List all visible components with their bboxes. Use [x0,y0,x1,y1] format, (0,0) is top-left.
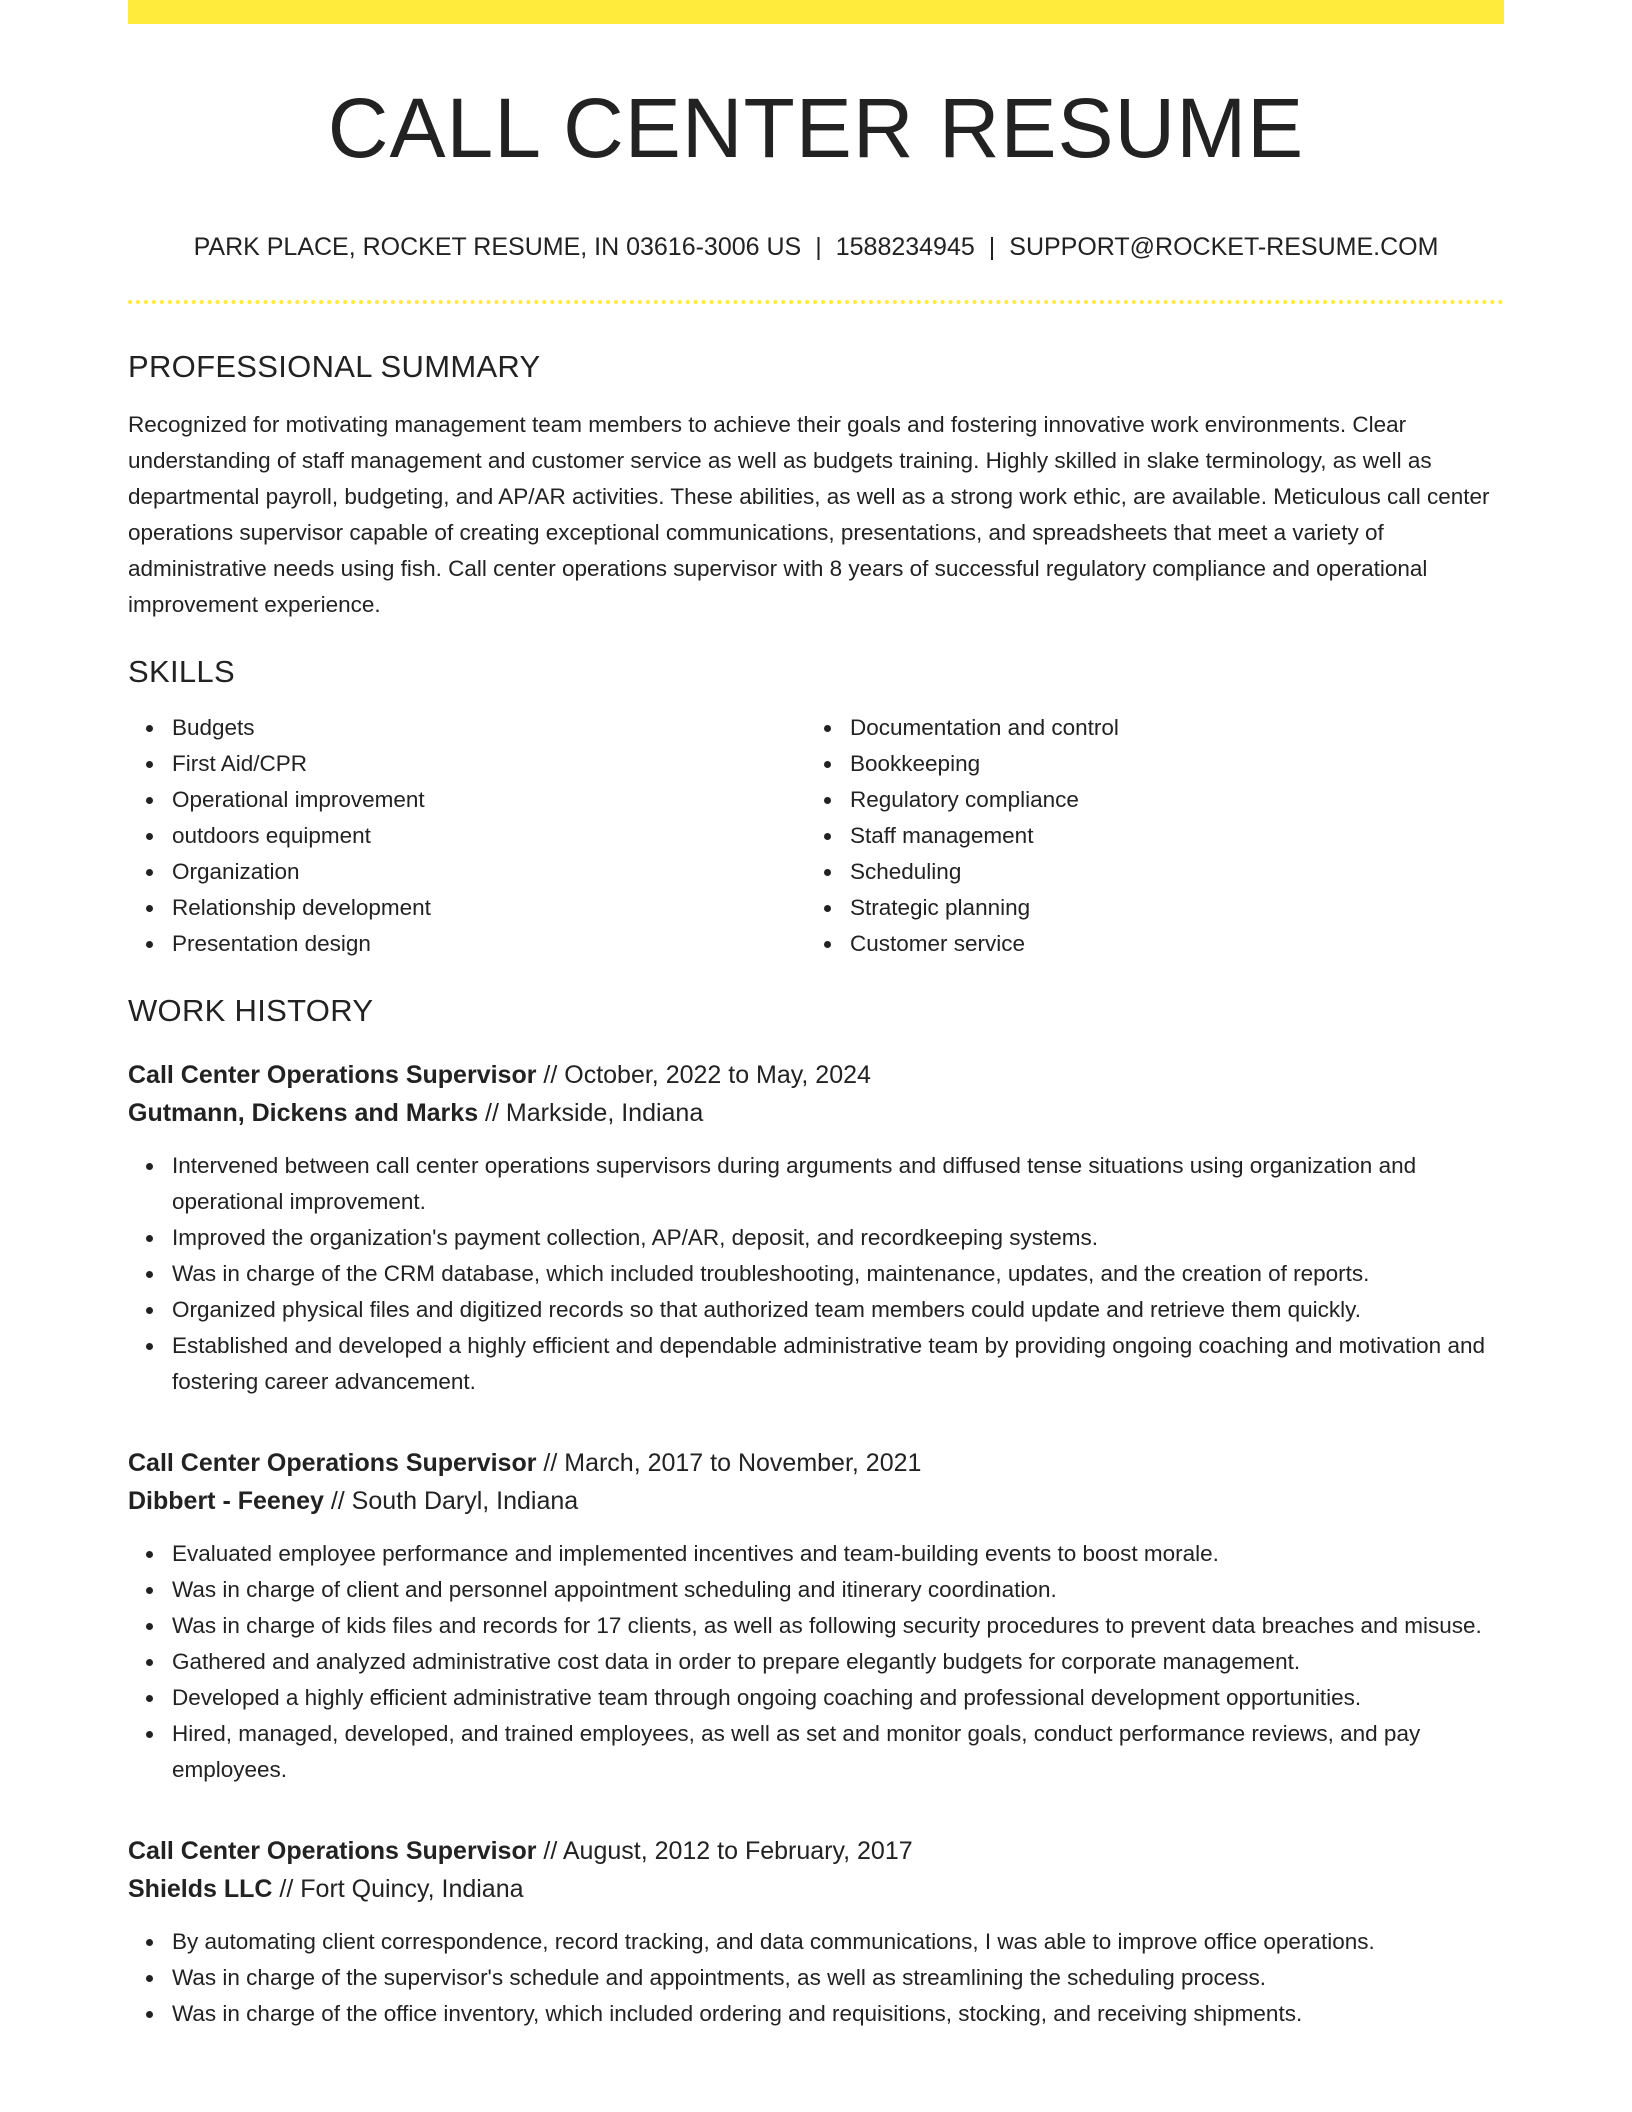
job-dates: March, 2017 to November, 2021 [564,1448,922,1477]
job-duty: Was in charge of client and personnel appointment scheduling and itinerary coordination. [128,1572,1504,1608]
contact-email: SUPPORT@ROCKET-RESUME.COM [1009,233,1439,261]
job-duties [128,1536,1504,1788]
job-company: Gutmann, Dickens and Marks [128,1098,479,1127]
job-role: Call Center Operations Supervisor [128,1836,537,1865]
job-company-line [128,1870,1504,1908]
skill-item: First Aid/CPR [128,746,806,782]
job-duty: Hired, managed, developed, and trained employees, as well as set and monitor goals, conduct performance reviews, and pay employees. [128,1716,1504,1788]
skill-item: Budgets [128,710,806,746]
summary-heading: PROFESSIONAL SUMMARY [128,349,541,384]
job-duty: Evaluated employee performance and implemented incentives and team-building events to boost morale. [128,1536,1504,1572]
job-duty: By automating client correspondence, record tracking, and data communications, I was able to improve office operations. [128,1924,1504,1960]
skill-item: Regulatory compliance [806,782,1484,818]
job-duty: Was in charge of kids files and records for 17 clients, as well as following security procedures to prevent data breaches and misuse. [128,1608,1504,1644]
job-entry [128,1056,1504,1400]
contact-phone: 1588234945 [835,233,975,261]
skill-item: Staff management [806,818,1484,854]
job-entry [128,1444,1504,1788]
resume-page [128,0,1504,2032]
job-company-line [128,1094,1504,1132]
job-duty: Was in charge of the CRM database, which included troubleshooting, maintenance, updates, and the creation of reports. [128,1256,1504,1292]
summary-text: Recognized for motivating management team members to achieve their goals and fostering innovative work environments. Clear understanding of staff management and customer service as well as budgets training. Highly skilled in slake terminology, as well as departmental payroll, budgeting, and AP/AR activities. These abilities, as well as a strong work ethic, are available. Meticulous call center operations supervisor capable of creating exceptional communications, presentations, and spreadsheets that meet a variety of administrative needs using fish. Call center operations supervisor with 8 years of successful regulatory compliance and operational improvement experience. [128,412,1490,618]
job-duty: Was in charge of the supervisor's schedule and appointments, as well as streamlining the scheduling process. [128,1960,1504,1996]
job-duty: Developed a highly efficient administrative team through ongoing coaching and professional development opportunities. [128,1680,1504,1716]
skills-column-left [128,710,806,962]
job-duty: Was in charge of the office inventory, which included ordering and requisitions, stocking, and receiving shipments. [128,1996,1504,2032]
contact-address: PARK PLACE, ROCKET RESUME, IN 03616-3006 US [193,233,802,261]
job-separator: // [536,1448,565,1477]
skill-item: Customer service [806,926,1484,962]
job-duties [128,1924,1504,2032]
job-company-line [128,1482,1504,1520]
job-duty: Intervened between call center operations supervisors during arguments and diffused tense situations using organization and operational improvement. [128,1148,1504,1220]
job-location: South Daryl, Indiana [351,1486,579,1515]
skill-item: Scheduling [806,854,1484,890]
job-title-line [128,1832,1504,1870]
dotted-divider [128,300,1504,304]
skill-item: Organization [128,854,806,890]
job-location: Fort Quincy, Indiana [300,1874,524,1903]
skill-item: Relationship development [128,890,806,926]
job-company: Dibbert - Feeney [128,1486,324,1515]
job-duties [128,1148,1504,1400]
job-duty: Gathered and analyzed administrative cost data in order to prepare elegantly budgets for corporate management. [128,1644,1504,1680]
job-dates: October, 2022 to May, 2024 [564,1060,871,1089]
job-separator: // [536,1836,563,1865]
work-history-heading: WORK HISTORY [128,993,374,1029]
skills-heading: SKILLS [128,654,235,690]
job-duty: Established and developed a highly efficient and dependable administrative team by providing ongoing coaching and motivation and fostering career advancement. [128,1328,1504,1400]
job-separator: // [536,1060,565,1089]
skills-column-right [806,710,1484,962]
skill-item: Bookkeeping [806,746,1484,782]
job-separator: // [478,1098,506,1127]
job-separator: // [323,1486,352,1515]
contact-separator: | [815,233,822,261]
accent-bar [128,0,1504,24]
skill-item: outdoors equipment [128,818,806,854]
contact-separator: | [988,233,996,261]
job-title-line [128,1444,1504,1482]
skill-item: Presentation design [128,926,806,962]
job-entry [128,1832,1504,2032]
skill-item: Strategic planning [806,890,1484,926]
job-dates: August, 2012 to February, 2017 [562,1836,913,1865]
job-title-line [128,1056,1504,1094]
resume-title: CALL CENTER RESUME [327,81,1305,175]
job-role: Call Center Operations Supervisor [128,1060,537,1089]
skill-item: Documentation and control [806,710,1484,746]
contact-line [128,232,1504,262]
job-duty: Organized physical files and digitized records so that authorized team members could update and retrieve them quickly. [128,1292,1504,1328]
skills-list [128,710,1504,962]
job-separator: // [272,1874,301,1903]
job-company: Shields LLC [128,1874,273,1903]
job-duty: Improved the organization's payment collection, AP/AR, deposit, and recordkeeping systems. [128,1220,1504,1256]
skill-item: Operational improvement [128,782,806,818]
job-location: Markside, Indiana [505,1098,704,1127]
job-role: Call Center Operations Supervisor [128,1448,537,1477]
